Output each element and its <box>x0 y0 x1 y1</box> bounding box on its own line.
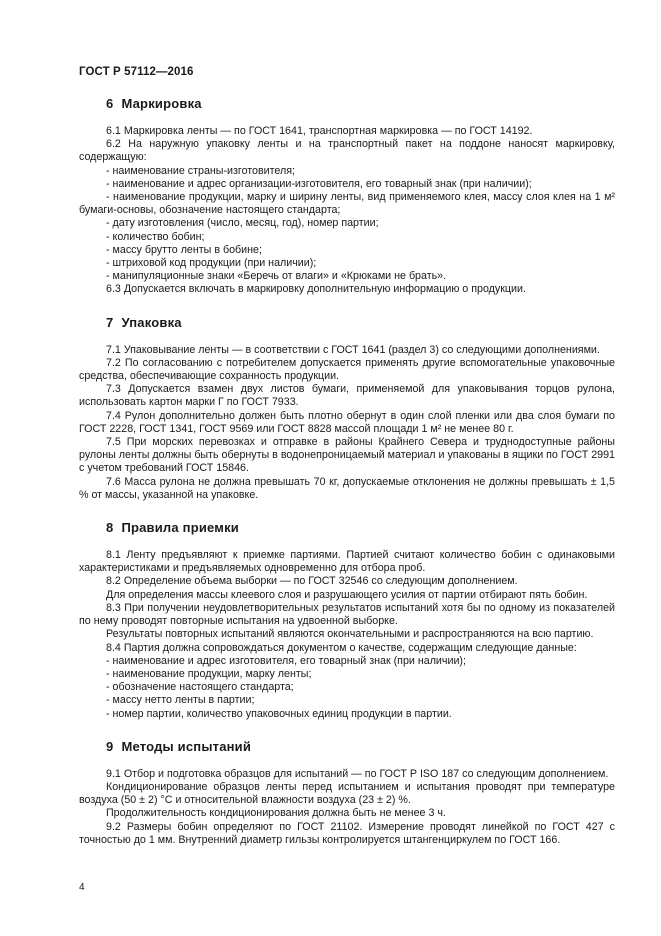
section-number: 8 <box>106 520 114 536</box>
list-item: - обозначение настоящего стандарта; <box>106 681 294 694</box>
section-heading <box>79 739 615 754</box>
section-heading <box>79 96 615 111</box>
section-title-text: Методы испытаний <box>121 738 252 754</box>
list-item: - массу нетто ленты в партии; <box>106 694 255 707</box>
section-number: 6 <box>106 96 114 111</box>
section-title-text: Правила приемки <box>121 520 239 536</box>
paragraph: 7.2 По согласованию с потребителем допускается применять другие вспомогательные упаковочные средства, обеспечивающие сохранность продукции. <box>79 356 615 383</box>
paragraph: 6.1 Маркировка ленты — по ГОСТ 1641, транспортная маркировка — по ГОСТ 14192. <box>106 125 533 137</box>
paragraph: 8.4 Партия должна сопровождаться документом о качестве, содержащим следующие данные: <box>106 641 577 654</box>
paragraph: Для определения массы клеевого слоя и разрушающего усилия от партии отбирают пять бобин. <box>106 588 588 601</box>
list-item: - дату изготовления (число, месяц, год), номер партии; <box>106 217 379 230</box>
list-item: - количество бобин; <box>106 230 205 243</box>
section-heading <box>79 520 615 535</box>
section-heading <box>79 315 615 330</box>
document-code-header: ГОСТ Р 57112—2016 <box>79 66 194 78</box>
paragraph: 8.3 При получении неудовлетворительных результатов испытаний хотя бы по одному из показателей по нему проводят повторные испытания на удвоенной выборке. <box>79 601 615 628</box>
paragraph: 7.4 Рулон дополнительно должен быть плотно обернут в один слой пленки или два слоя бумаги по ГОСТ 2228, ГОСТ 1341, ГОСТ 9569 или ГОСТ 8828 массой площади 1 м² не менее 80 г. <box>79 409 615 435</box>
paragraph: Кондиционирование образцов ленты перед испытанием и испытания проводят при температуре воздуха (50 ± 2) °С и относительной влажности воздуха (23 ± 2) %. <box>79 780 615 807</box>
paragraph: 9.1 Отбор и подготовка образцов для испытаний — по ГОСТ Р ISO 187 со следующим дополнением. <box>106 767 609 780</box>
paragraph: 6.2 На наружную упаковку ленты и на транспортный пакет на поддоне наносят маркировку, содержащую: <box>79 138 615 164</box>
paragraph: 8.1 Ленту предъявляют к приемке партиями. Партией считают количество бобин с одинаковыми характеристиками и предъявляемых одновременно для отбора проб. <box>79 549 615 575</box>
paragraph: 6.3 Допускается включать в маркировку дополнительную информацию о продукции. <box>106 283 526 296</box>
paragraph: - наименование продукции, марку и ширину ленты, вид применяемого клея, массу слоя клея на 1 м² бумаги-основы, обозначение настоящего стандарта; <box>79 191 615 217</box>
paragraph: 9.2 Размеры бобин определяют по ГОСТ 21102. Измерение проводят линейкой по ГОСТ 427 с точностью до 1 мм. Внутренний диаметр гильзы контролируется штангенциркулем по ГОСТ 166. <box>79 820 615 846</box>
list-item: - манипуляционные знаки «Беречь от влаги» и «Крюками не брать». <box>106 270 447 283</box>
page-number: 4 <box>79 882 85 893</box>
paragraph: 7.1 Упаковывание ленты — в соответствии с ГОСТ 1641 (раздел 3) со следующими дополнениями. <box>106 343 600 356</box>
paragraph: 7.3 Допускается взамен двух листов бумаги, применяемой для упаковывания торцов рулона, использовать картон марки Г по ГОСТ 7933. <box>79 383 615 409</box>
section-number: 9 <box>106 738 114 754</box>
document-body <box>79 86 615 847</box>
list-item: - наименование и адрес организации-изготовителя, его товарный знак (при наличии); <box>106 177 532 190</box>
paragraph: 8.2 Определение объема выборки — по ГОСТ 32546 со следующим дополнением. <box>106 575 518 588</box>
section-title-text: Маркировка <box>121 96 202 111</box>
list-item: - штриховой код продукции (при наличии); <box>106 257 317 270</box>
list-item: - наименование продукции, марку ленты; <box>106 667 312 680</box>
paragraph: 7.5 При морских перевозках и отправке в районы Крайнего Севера и труднодоступные районы рулоны ленты должны быть обернуты в водонепроницаемый материал и упакованы в ящики по ГОСТ 2991 с учетом требований ГОСТ 15846. <box>79 436 615 475</box>
list-item: - наименование страны-изготовителя; <box>106 164 296 177</box>
section-number: 7 <box>106 314 114 330</box>
list-item: - массу брутто ленты в бобине; <box>106 243 262 256</box>
list-item: - наименование и адрес изготовителя, его товарный знак (при наличии); <box>106 654 466 667</box>
list-item: - номер партии, количество упаковочных единиц продукции в партии. <box>106 707 452 720</box>
paragraph: Результаты повторных испытаний являются окончательными и распространяются на всю партию. <box>106 628 594 641</box>
paragraph: 7.6 Масса рулона не должна превышать 70 кг, допускаемые отклонения не должны превышать ± 1,5 % от массы, указанной на упаковке. <box>79 475 615 501</box>
section-title-text: Упаковка <box>121 314 182 330</box>
paragraph: Продолжительность кондиционирования должна быть не менее 3 ч. <box>106 807 446 820</box>
